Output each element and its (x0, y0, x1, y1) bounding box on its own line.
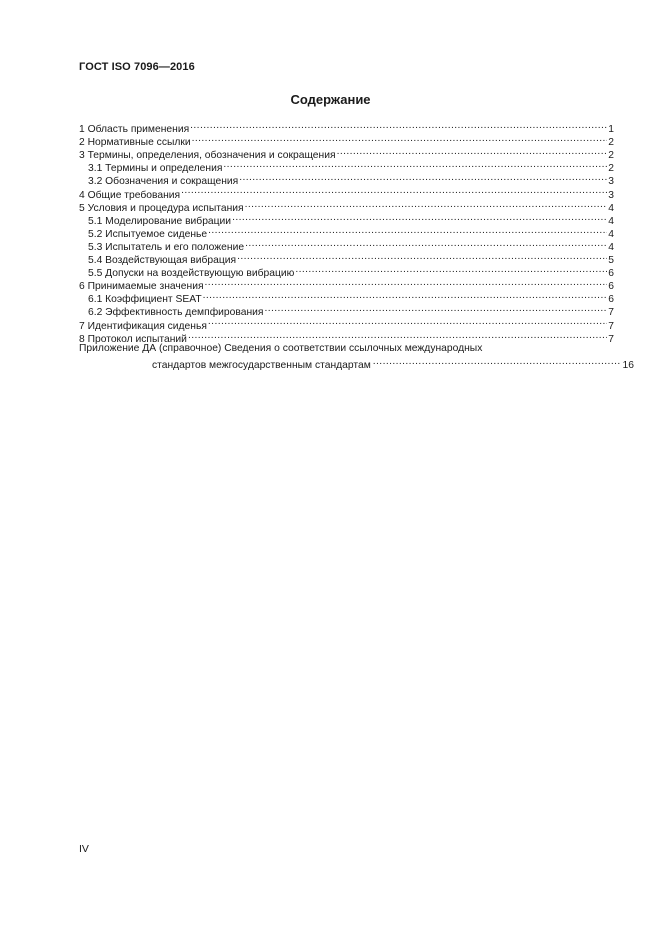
toc-entry-page: 2 (608, 137, 614, 149)
toc-leader-dots (232, 211, 607, 224)
toc-entry-1[interactable] (79, 119, 614, 136)
toc-entry-page: 4 (608, 215, 614, 227)
toc-entry-page: 4 (608, 228, 614, 240)
toc-entry-label: 3 Термины, определения, обозначения и сокращения (79, 150, 336, 162)
table-of-contents (79, 119, 634, 371)
toc-entry-label: 5.4 Воздействующая вибрация (88, 255, 237, 267)
toc-leader-dots (223, 158, 607, 171)
toc-leader-dots (239, 171, 607, 184)
toc-leader-dots (192, 132, 608, 145)
toc-entry-label: 8 Протокол испытаний (79, 333, 187, 345)
toc-entry-label: 5 Условия и процедура испытания (79, 202, 244, 214)
toc-title: Содержание (290, 92, 371, 107)
toc-leader-dots (208, 315, 607, 328)
toc-entry-label: 5.3 Испытатель и его положение (88, 241, 245, 253)
toc-leader-dots (188, 329, 607, 342)
toc-entry-page: 7 (608, 307, 614, 319)
toc-entry-page: 3 (608, 176, 614, 188)
page-number: IV (79, 843, 89, 855)
toc-entry-label: 5.2 Испытуемое сиденье (88, 228, 208, 240)
toc-entry-label: 5.5 Допуски на воздействующую вибрацию (88, 268, 295, 280)
toc-entry-page: 7 (608, 333, 614, 345)
toc-entry-label: 3.1 Термины и определения (88, 163, 223, 175)
toc-entry-page: 4 (608, 241, 614, 253)
toc-leader-dots (295, 263, 607, 276)
toc-leader-dots (337, 145, 608, 158)
toc-entry-label: 6.1 Коэффициент SEAT (88, 294, 202, 306)
toc-entry-page: 2 (608, 150, 614, 162)
toc-entry-label: 5.1 Моделирование вибрации (88, 215, 232, 227)
toc-leader-dots (237, 250, 607, 263)
toc-annex-page: 16 (622, 359, 634, 371)
toc-leader-dots (245, 198, 608, 211)
toc-entry-page: 5 (608, 255, 614, 267)
toc-entry-page: 6 (608, 294, 614, 306)
toc-entry-page: 6 (608, 268, 614, 280)
toc-entry-label: 6.2 Эффективность демпфирования (88, 307, 264, 319)
toc-leader-dots (373, 355, 621, 368)
document-header-standard-code: ГОСТ ISO 7096—2016 (79, 61, 195, 73)
toc-entry-label: 6 Принимаемые значения (79, 281, 204, 293)
toc-entry-page: 3 (608, 189, 614, 201)
toc-entry-label: 7 Идентификация сиденья (79, 320, 207, 332)
toc-leader-dots (181, 184, 607, 197)
toc-leader-dots (208, 224, 607, 237)
toc-entry-page: 1 (608, 124, 614, 136)
toc-entry-label: 2 Нормативные ссылки (79, 137, 191, 149)
toc-entry-page: 4 (608, 202, 614, 214)
toc-leader-dots (205, 276, 608, 289)
toc-entry-page: 7 (608, 320, 614, 332)
toc-annex-line-1[interactable]: Приложение ДА (справочное) Сведения о соответствии ссылочных международных (79, 342, 483, 354)
toc-leader-dots (245, 237, 607, 250)
toc-entry-page: 6 (608, 281, 614, 293)
toc-annex-label: стандартов межгосударственным стандартам (152, 359, 371, 371)
toc-entry-label: 4 Общие требования (79, 189, 181, 201)
toc-entry-page: 2 (608, 163, 614, 175)
toc-annex-line-2[interactable] (79, 355, 634, 371)
toc-leader-dots (190, 119, 607, 132)
toc-leader-dots (203, 289, 608, 302)
toc-entry-label: 1 Область применения (79, 124, 190, 136)
toc-entry-label: 3.2 Обозначения и сокращения (88, 176, 239, 188)
toc-leader-dots (264, 302, 607, 315)
